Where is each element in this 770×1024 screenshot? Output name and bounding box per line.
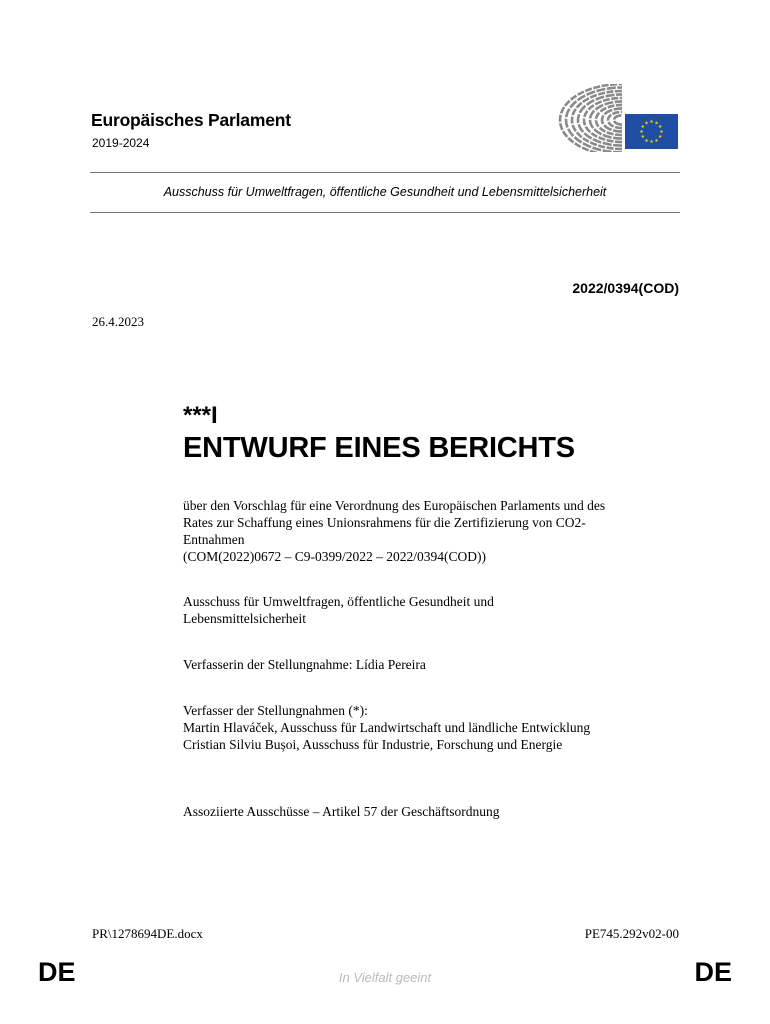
flag-star: ★ [654, 138, 659, 144]
rapporteur: Verfasserin der Stellungnahme: Lídia Pereira [183, 657, 426, 672]
proposal-description [183, 497, 683, 565]
responsible-committee [183, 593, 683, 627]
committee-line: Lebensmittelsicherheit [183, 611, 306, 626]
opinion-rapporteur-line: Martin Hlaváček, Ausschuss für Landwirtschaft und ländliche Entwicklung [183, 720, 591, 735]
proposal-reference: (COM(2022)0672 – C9-0399/2022 – 2022/0394(COD)) [183, 549, 486, 564]
opinion-rapporteurs [183, 702, 683, 753]
flag-star: ★ [649, 140, 654, 146]
document-title: ENTWURF EINES BERICHTS [183, 432, 575, 464]
pe-number: PE745.292v02-00 [584, 926, 679, 941]
language-code-left: DE [38, 957, 76, 987]
parliamentary-term: 2019-2024 [92, 136, 150, 150]
flag-star: ★ [640, 125, 645, 131]
committee-line: Ausschuss für Umweltfragen, öffentliche Gesundheit und [183, 594, 494, 609]
flag-star: ★ [644, 121, 649, 127]
proposal-line: über den Vorschlag für eine Verordnung des Europäischen Parlaments und des [183, 498, 606, 513]
hemicycle-arc [614, 115, 622, 124]
flag-star: ★ [639, 130, 644, 136]
flag-star: ★ [658, 125, 663, 131]
committee-header: Ausschuss für Umweltfragen, öffentliche Gesundheit und Lebensmittelsicherheit [163, 185, 607, 199]
flag-star: ★ [649, 120, 654, 126]
associated-committees: Assoziierte Ausschüsse – Artikel 57 der Geschäftsordnung [183, 804, 500, 819]
flag-star: ★ [640, 135, 645, 141]
language-code-right: DE [694, 957, 732, 987]
file-name: PR\1278694DE.docx [92, 926, 203, 941]
eu-motto: In Vielfalt geeint [338, 970, 432, 985]
organization-name: Europäisches Parlament [91, 110, 291, 130]
procedure-reference: 2022/0394(COD) [572, 280, 679, 296]
flag-star: ★ [658, 135, 663, 141]
document-date: 26.4.2023 [92, 314, 144, 329]
proposal-line: Rates zur Schaffung eines Unionsrahmens für die Zertifizierung von CO2- [183, 515, 586, 530]
procedure-stars: ***I [183, 402, 218, 429]
flag-star: ★ [659, 130, 664, 136]
header-rule-bottom [90, 212, 680, 213]
flag-star: ★ [654, 121, 659, 127]
hemicycle-icon [560, 84, 622, 152]
opinions-heading: Verfasser der Stellungnahmen (*): [183, 703, 368, 718]
opinion-rapporteur-line: Cristian Silviu Bușoi, Ausschuss für Industrie, Forschung und Energie [183, 737, 563, 752]
header-rule-top [90, 172, 680, 173]
proposal-line: Entnahmen [183, 532, 245, 547]
flag-star: ★ [644, 138, 649, 144]
european-parliament-logo [558, 84, 680, 152]
